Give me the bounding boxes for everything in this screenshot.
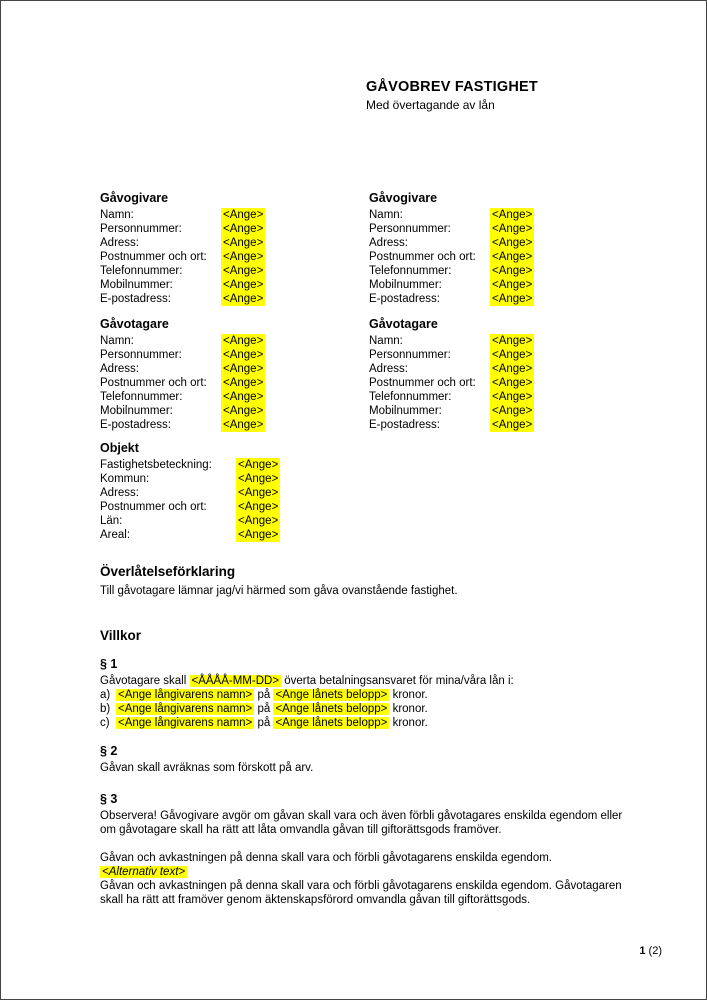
- amount-placeholder[interactable]: <Ange lånets belopp>: [275, 689, 388, 701]
- s3-paragraph-2: Gåvan och avkastningen på denna skall vara och förbli gåvotagarens enskilda egendom.: [100, 852, 552, 864]
- field-row: [369, 264, 630, 278]
- page-number-total: (2): [648, 945, 662, 957]
- field-row: [100, 278, 369, 292]
- page-number: [639, 945, 662, 957]
- field-value-placeholder[interactable]: <Ange>: [492, 265, 533, 277]
- field-value-placeholder[interactable]: <Ange>: [223, 279, 264, 291]
- field-value-placeholder[interactable]: <Ange>: [223, 335, 264, 347]
- field-value-placeholder[interactable]: <Ange>: [238, 529, 279, 541]
- field-label: Postnummer och ort:: [100, 501, 207, 513]
- loan-mid-text: på: [257, 717, 271, 729]
- field-label: Adress:: [369, 363, 408, 375]
- field-label: Personnummer:: [369, 349, 451, 361]
- field-label: Mobilnummer:: [100, 405, 173, 417]
- field-value-placeholder[interactable]: <Ange>: [492, 209, 533, 221]
- s2-body: Gåvan skall avräknas som förskott på arv.: [100, 762, 314, 774]
- field-row: [369, 362, 630, 376]
- field-label: Telefonnummer:: [100, 265, 183, 277]
- field-label: Telefonnummer:: [369, 391, 452, 403]
- field-value-placeholder[interactable]: <Ange>: [238, 459, 279, 471]
- field-row: [100, 348, 369, 362]
- field-row: [100, 334, 369, 348]
- field-row: [369, 390, 630, 404]
- field-row: [369, 278, 630, 292]
- field-value-placeholder[interactable]: <Ange>: [492, 251, 533, 263]
- s1-intro-post: överta betalningsansvaret för mina/våra lån i:: [281, 675, 514, 687]
- field-label: Areal:: [100, 529, 131, 541]
- field-label: Telefonnummer:: [100, 391, 183, 403]
- field-row: [100, 486, 280, 500]
- field-row: [100, 390, 369, 404]
- field-label: Namn:: [100, 335, 134, 347]
- field-label: Postnummer och ort:: [369, 377, 476, 389]
- field-label: Postnummer och ort:: [100, 251, 207, 263]
- loan-item: [100, 702, 626, 716]
- field-value-placeholder[interactable]: <Ange>: [223, 223, 264, 235]
- field-label: Namn:: [369, 335, 403, 347]
- page-number-current: 1: [639, 945, 646, 957]
- field-label: Namn:: [369, 209, 403, 221]
- loan-suffix-text: kronor.: [392, 717, 428, 729]
- field-row: [100, 514, 280, 528]
- field-value-placeholder[interactable]: <Ange>: [223, 293, 264, 305]
- field-value-placeholder[interactable]: <Ange>: [238, 501, 279, 513]
- document-title: GÅVOBREV FASTIGHET: [366, 79, 538, 95]
- field-value-placeholder[interactable]: <Ange>: [238, 515, 279, 527]
- field-list: [100, 458, 280, 542]
- main-text: [100, 564, 626, 907]
- field-value-placeholder[interactable]: <Ange>: [492, 349, 533, 361]
- s2-heading: § 2: [100, 744, 118, 758]
- field-row: [369, 236, 630, 250]
- field-row: [100, 236, 369, 250]
- alternative-text-placeholder[interactable]: <Alternativ text>: [102, 866, 186, 878]
- field-row: [100, 458, 280, 472]
- title-block: [366, 79, 538, 112]
- s3-paragraph-3: Gåvan och avkastningen på denna skall vara och förbli gåvotagarens enskilda egendom. Gåvotagaren skall ha rätt att framöver genom äktenskapsförord omvandla gåvan till giftorättsgods.: [100, 880, 622, 906]
- field-value-placeholder[interactable]: <Ange>: [492, 377, 533, 389]
- field-label: Mobilnummer:: [369, 279, 442, 291]
- field-value-placeholder[interactable]: <Ange>: [223, 419, 264, 431]
- lender-placeholder[interactable]: <Ange långivarens namn>: [118, 703, 253, 715]
- field-label: Adress:: [100, 363, 139, 375]
- field-value-placeholder[interactable]: <Ange>: [238, 473, 279, 485]
- field-value-placeholder[interactable]: <Ange>: [492, 391, 533, 403]
- field-row: [369, 376, 630, 390]
- field-label: E-postadress:: [369, 293, 440, 305]
- field-label: Personnummer:: [100, 223, 182, 235]
- field-value-placeholder[interactable]: <Ange>: [492, 363, 533, 375]
- field-value-placeholder[interactable]: <Ange>: [492, 405, 533, 417]
- field-list: [100, 334, 369, 432]
- parties-grid: [100, 191, 630, 432]
- loan-suffix-text: kronor.: [392, 703, 428, 715]
- amount-placeholder[interactable]: <Ange lånets belopp>: [275, 703, 388, 715]
- field-label: Postnummer och ort:: [369, 251, 476, 263]
- field-row: [100, 376, 369, 390]
- loan-prefix: b): [100, 703, 111, 715]
- section-gavotagare-right: [369, 317, 630, 432]
- loan-list: [100, 688, 626, 730]
- field-label: E-postadress:: [100, 293, 171, 305]
- field-row: [100, 472, 280, 486]
- field-value-placeholder[interactable]: <Ange>: [492, 237, 533, 249]
- loan-item: [100, 716, 626, 730]
- field-label: Adress:: [369, 237, 408, 249]
- field-value-placeholder[interactable]: <Ange>: [223, 391, 264, 403]
- field-label: Kommun:: [100, 473, 150, 485]
- field-value-placeholder[interactable]: <Ange>: [223, 237, 264, 249]
- field-row: [100, 208, 369, 222]
- loan-prefix: c): [100, 717, 110, 729]
- field-label: Län:: [100, 515, 123, 527]
- loan-mid-text: på: [257, 689, 271, 701]
- field-label: Postnummer och ort:: [100, 377, 207, 389]
- transfer-heading: Överlåtelseförklaring: [100, 564, 236, 579]
- field-label: Fastighetsbeteckning:: [100, 459, 212, 471]
- section-heading: Objekt: [100, 441, 139, 455]
- s3-alt-line: [100, 865, 626, 879]
- field-row: [100, 418, 369, 432]
- loan-prefix: a): [100, 689, 111, 701]
- field-value-placeholder[interactable]: <Ange>: [223, 209, 264, 221]
- field-label: Mobilnummer:: [100, 279, 173, 291]
- field-label: E-postadress:: [369, 419, 440, 431]
- field-label: Adress:: [100, 487, 139, 499]
- field-value-placeholder[interactable]: <Ange>: [492, 419, 533, 431]
- amount-placeholder[interactable]: <Ange lånets belopp>: [275, 717, 388, 729]
- field-label: Telefonnummer:: [369, 265, 452, 277]
- field-row: [369, 334, 630, 348]
- field-row: [100, 292, 369, 306]
- field-list: [369, 334, 630, 432]
- field-value-placeholder[interactable]: <Ange>: [223, 251, 264, 263]
- s1-date-placeholder[interactable]: <ÅÅÅÅ-MM-DD>: [191, 675, 280, 687]
- field-value-placeholder[interactable]: <Ange>: [223, 265, 264, 277]
- field-value-placeholder[interactable]: <Ange>: [492, 279, 533, 291]
- field-value-placeholder[interactable]: <Ange>: [223, 377, 264, 389]
- section-objekt: [100, 441, 280, 542]
- field-row: [369, 348, 630, 362]
- loan-suffix-text: kronor.: [392, 689, 428, 701]
- section-heading: Gåvogivare: [100, 191, 169, 205]
- field-value-placeholder[interactable]: <Ange>: [238, 487, 279, 499]
- field-row: [100, 404, 369, 418]
- s1-intro-pre: Gåvotagare skall: [100, 675, 190, 687]
- field-row: [100, 528, 280, 542]
- field-row: [100, 264, 369, 278]
- field-list: [369, 208, 630, 306]
- loan-item: [100, 688, 626, 702]
- field-value-placeholder[interactable]: <Ange>: [223, 349, 264, 361]
- field-list: [100, 208, 369, 306]
- transfer-body: Till gåvotagare lämnar jag/vi härmed som gåva ovanstående fastighet.: [100, 585, 458, 597]
- field-row: [369, 208, 630, 222]
- field-row: [100, 362, 369, 376]
- lender-placeholder[interactable]: <Ange långivarens namn>: [118, 689, 253, 701]
- field-value-placeholder[interactable]: <Ange>: [223, 363, 264, 375]
- lender-placeholder[interactable]: <Ange långivarens namn>: [118, 717, 253, 729]
- field-row: [369, 222, 630, 236]
- loan-mid-text: på: [257, 703, 271, 715]
- s1-heading: § 1: [100, 657, 118, 671]
- villkor-heading: Villkor: [100, 628, 142, 643]
- section-heading: Gåvotagare: [100, 317, 169, 331]
- s3-heading: § 3: [100, 792, 118, 806]
- field-label: Personnummer:: [369, 223, 451, 235]
- field-value-placeholder[interactable]: <Ange>: [223, 405, 264, 417]
- field-value-placeholder[interactable]: <Ange>: [492, 223, 533, 235]
- field-row: [369, 404, 630, 418]
- field-label: Personnummer:: [100, 349, 182, 361]
- section-heading: Gåvotagare: [369, 317, 438, 331]
- field-label: Adress:: [100, 237, 139, 249]
- field-label: Namn:: [100, 209, 134, 221]
- section-gavotagare-left: [100, 317, 369, 432]
- field-label: E-postadress:: [100, 419, 171, 431]
- s3-paragraph-1: Observera! Gåvogivare avgör om gåvan skall vara och även förbli gåvotagares enskilda egendom eller om gåvotagare skall ha rätt att låta omvandla gåvan till giftorättsgods framöver.: [100, 810, 623, 836]
- field-row: [369, 418, 630, 432]
- field-value-placeholder[interactable]: <Ange>: [492, 293, 533, 305]
- field-row: [369, 292, 630, 306]
- section-gavogivare-right: [369, 191, 630, 306]
- field-row: [100, 250, 369, 264]
- field-row: [100, 222, 369, 236]
- field-label: Mobilnummer:: [369, 405, 442, 417]
- field-row: [369, 250, 630, 264]
- section-heading: Gåvogivare: [369, 191, 438, 205]
- s1-intro: [100, 674, 626, 688]
- document-subtitle: Med övertagande av lån: [366, 98, 495, 112]
- section-gavogivare-left: [100, 191, 369, 306]
- field-value-placeholder[interactable]: <Ange>: [492, 335, 533, 347]
- field-row: [100, 500, 280, 514]
